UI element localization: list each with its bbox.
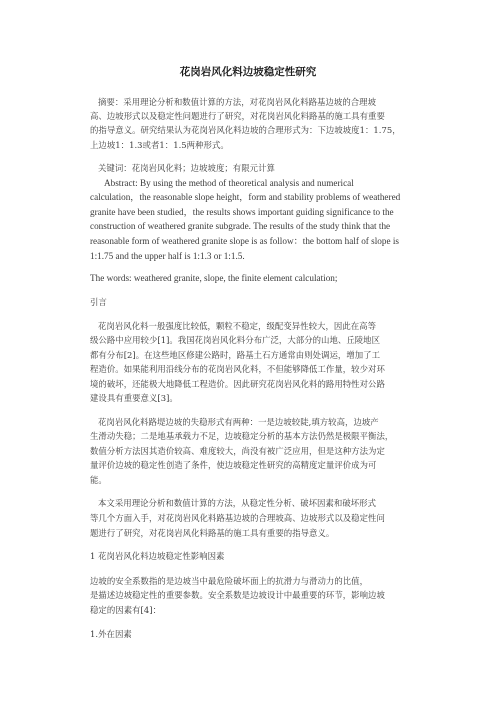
paragraph-line: 能。: [90, 475, 107, 485]
intro-paragraph-line: 建设具有重要意义[3]。: [90, 393, 178, 403]
subheading-external-factors: 1.外在因素: [90, 629, 132, 639]
intro-paragraph-line: 级公路中应用较少[1]。我国花岗岩风化料分布广泛，大部分的山地、丘陵地区: [90, 335, 381, 345]
abstract-cn-line: 高、边坡形式以及稳定性问题进行了研究，对花岗岩风化料路基的施工具有重要: [90, 111, 385, 121]
paragraph-line: 等几个方面入手，对花岗岩风化料路基边坡的合理坡高、边坡形式以及稳定性问: [90, 513, 385, 523]
intro-paragraph-line: 境的破坏，还能极大地降低工程造价。因此研究花岗岩风化料的路用特性对公路: [90, 379, 385, 389]
abstract-en-line: granite have been studied，the results shows important guiding significance to the: [90, 207, 394, 217]
paper-title: 花岗岩风化料边坡稳定性研究: [179, 66, 317, 78]
paragraph-line: 本文采用理论分析和数值计算的方法，从稳定性分析、破坏因素和破坏形式: [98, 498, 377, 508]
intro-paragraph-line: 程造价。如果能利用沿线分布的花岗岩风化料，不但能够降低工作量，较少对环: [90, 364, 385, 374]
keywords-cn: 关键词：花岗岩风化料；边坡坡度；有限元计算: [98, 163, 275, 173]
paragraph-line: 边坡的安全系数指的是边坡当中最危险破坏面上的抗滑力与滑动力的比值，: [90, 576, 369, 586]
abstract-cn-line: 的指导意义。研究结果认为花岗岩风化料边坡的合理形式为：下边坡坡度1：1.75，: [90, 125, 401, 135]
paragraph-line: 生滑动失稳；二是地基承载力不足，边坡稳定分析的基本方法仍然是极限平衡法，: [90, 431, 394, 441]
section-heading-1: 1 花岗岩风化料边坡稳定性影响因素: [90, 551, 225, 561]
abstract-en-line: 1:1.75 and the upper half is 1:1.3 or 1:1.5.: [90, 251, 245, 261]
abstract-cn-line: 摘要：采用理论分析和数值计算的方法，对花岗岩风化料路基边坡的合理坡: [98, 97, 377, 107]
abstract-en-line: reasonable form of weathered granite slope is as follow：the bottom half of slope is: [90, 236, 399, 246]
intro-paragraph-line: 花岗岩风化料一般强度比较低，颗粒不稳定，级配变异性较大，因此在高等: [98, 321, 377, 331]
abstract-en-line: calculation，the reasonable slope height，form and stability problems of weathered: [90, 192, 401, 202]
abstract-en-line: Abstract: By using the method of theoretical analysis and numerical: [104, 178, 354, 188]
abstract-cn-line: 上边坡1：1.3或者1：1.5两种形式。: [90, 140, 229, 150]
intro-paragraph-line: 都有分布[2]。在这些地区修建公路时，路基土石方通常由则处调运，增加了工: [90, 350, 381, 360]
paragraph-line: 是描述边坡稳定性的重要参数。安全系数是边坡设计中最重要的环节，影响边坡: [90, 590, 385, 600]
abstract-en-line: construction of weathered granite subgrade. The results of the study think that the: [90, 221, 391, 231]
keywords-en: The words: weathered granite, slope, the finite element calculation;: [90, 273, 338, 283]
paragraph-line: 题进行了研究，对花岗岩风化料路基的施工具有重要的指导意义。: [90, 528, 335, 538]
paragraph-line: 量评价边坡的稳定性创造了条件，使边坡稳定性研究的高精度定量评价成为可: [90, 460, 377, 470]
paragraph-line: 稳定的因素有[4]：: [90, 605, 161, 615]
paragraph-line: 数值分析方法因其造价较高、难度较大，尚没有被广泛应用，但是这种方法为定: [90, 446, 385, 456]
section-heading-intro: 引言: [90, 297, 107, 307]
paragraph-line: 花岗岩风化料路堤边坡的失稳形式有两种：一是边坡较陡,填方较高，边坡产: [98, 417, 379, 427]
